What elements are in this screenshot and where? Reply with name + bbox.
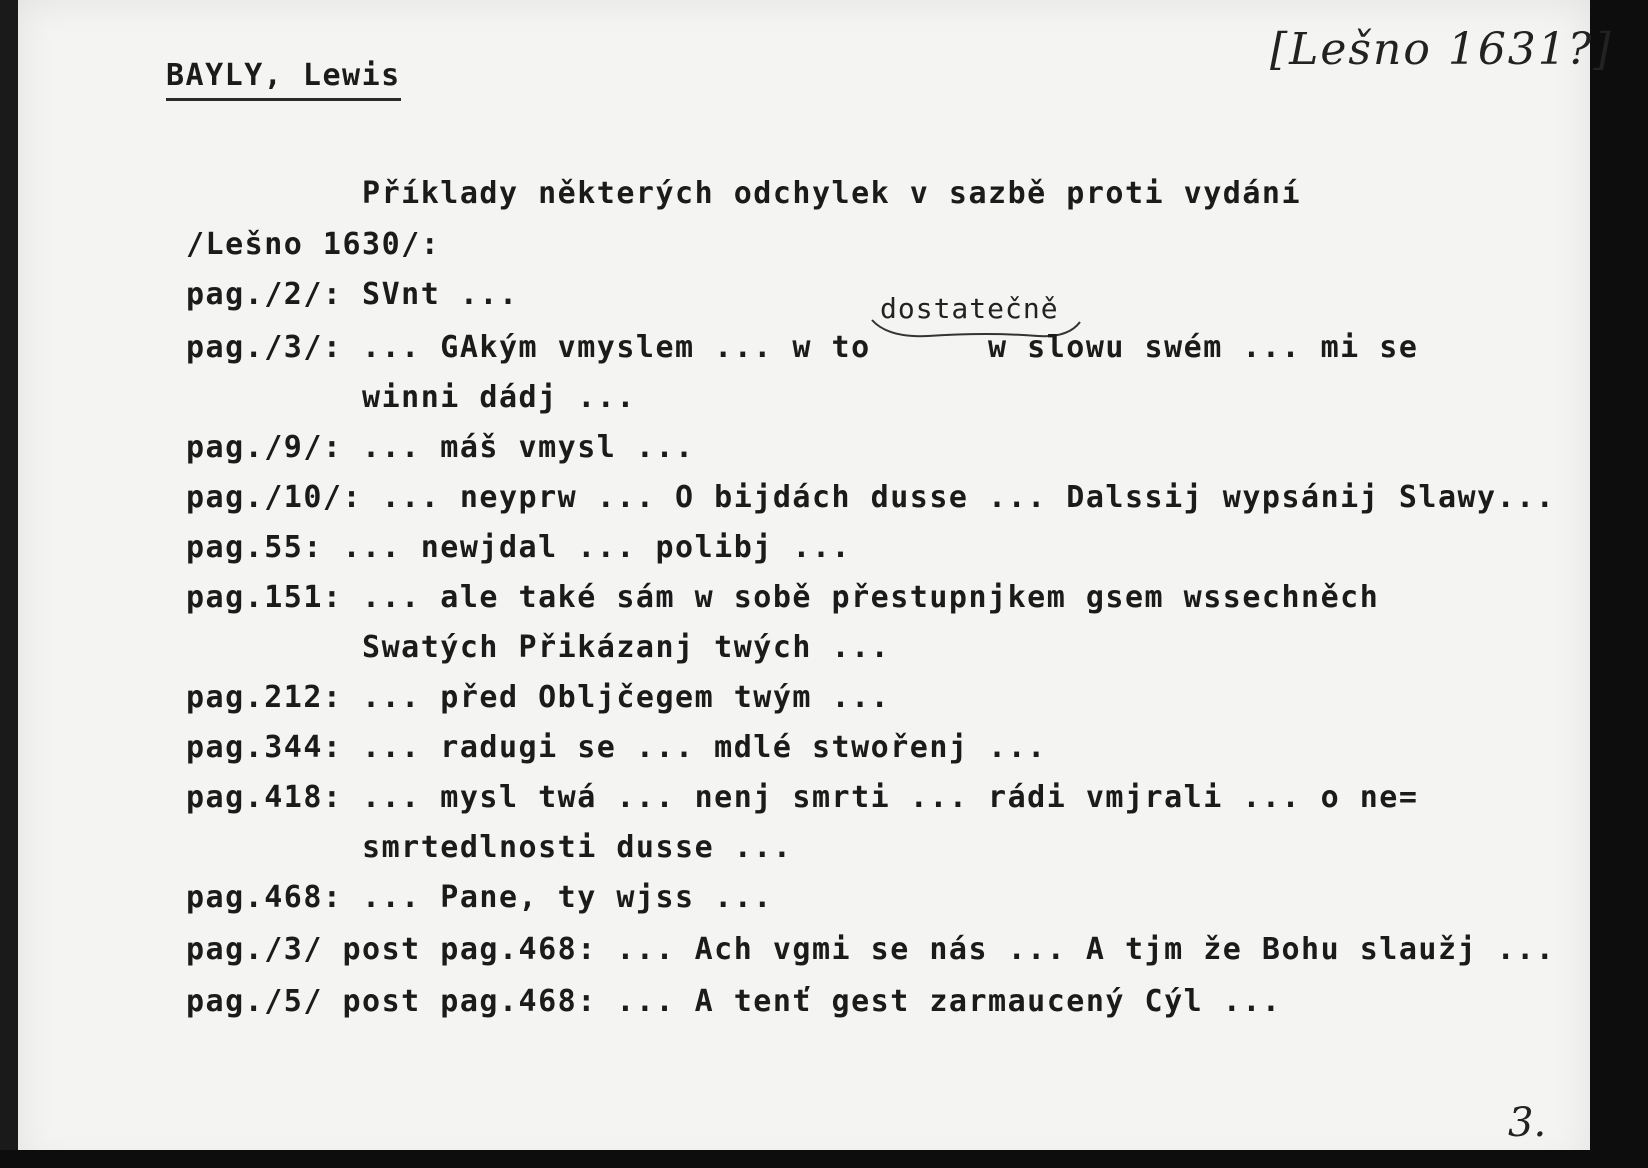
text-line-pag3: pag./3/: ... GAkým vmyslem ... w to w slowu swém ... mi se [186,330,1419,365]
text-line-pag468: pag.468: ... Pane, ty wjss ... [186,880,773,915]
text-line-pag2: pag./2/: SVnt ... [186,277,519,312]
text-line-pag344: pag.344: ... radugi se ... mdlé stwořenj ... [186,730,1047,765]
card-bottom-edge [0,1150,1648,1168]
page-number-handwritten: 3. [1508,1100,1547,1146]
text-line-post-pag3: pag./3/ post pag.468: ... Ach vgmi se nás ... A tjm že Bohu slaužj ... [186,932,1556,967]
text-line-pag151: pag.151: ... ale také sám w sobě přestupnjkem gsem wssechněch [186,580,1380,615]
text-line-pag3-cont: winni dádj ... [186,380,636,415]
text-line-pag418: pag.418: ... mysl twá ... nenj smrti ... rádi vmjrali ... o ne= [186,780,1419,815]
text-line-pag151-cont: Swatých Přikázanj twých ... [186,630,891,665]
text-line-pag55: pag.55: ... newjdal ... polibj ... [186,530,852,565]
text-line-pag9: pag./9/: ... máš vmysl ... [186,430,695,465]
text-line-pag418-cont: smrtedlnosti dusse ... [186,830,793,865]
text-line-pag10: pag./10/: ... neyprw ... O bijdách dusse ... Dalssij wypsánij Slawy... [186,480,1556,515]
text-line-pag212: pag.212: ... před Obljčegem twým ... [186,680,891,715]
handwritten-insertion: dostatečně [880,292,1059,325]
author-heading: BAYLY, Lewis [166,58,401,101]
card-right-edge [1590,0,1648,1168]
text-line-edition: /Lešno 1630/: [186,227,441,262]
card-left-edge [0,0,18,1168]
text-line-post-pag5: pag./5/ post pag.468: ... A tenť gest zarmaucený Cýl ... [186,984,1282,1019]
call-number-handwritten: [Lešno 1631?] [1270,24,1613,75]
text-line-heading: Příklady některých odchylek v sazbě proti vydání [186,176,1302,211]
